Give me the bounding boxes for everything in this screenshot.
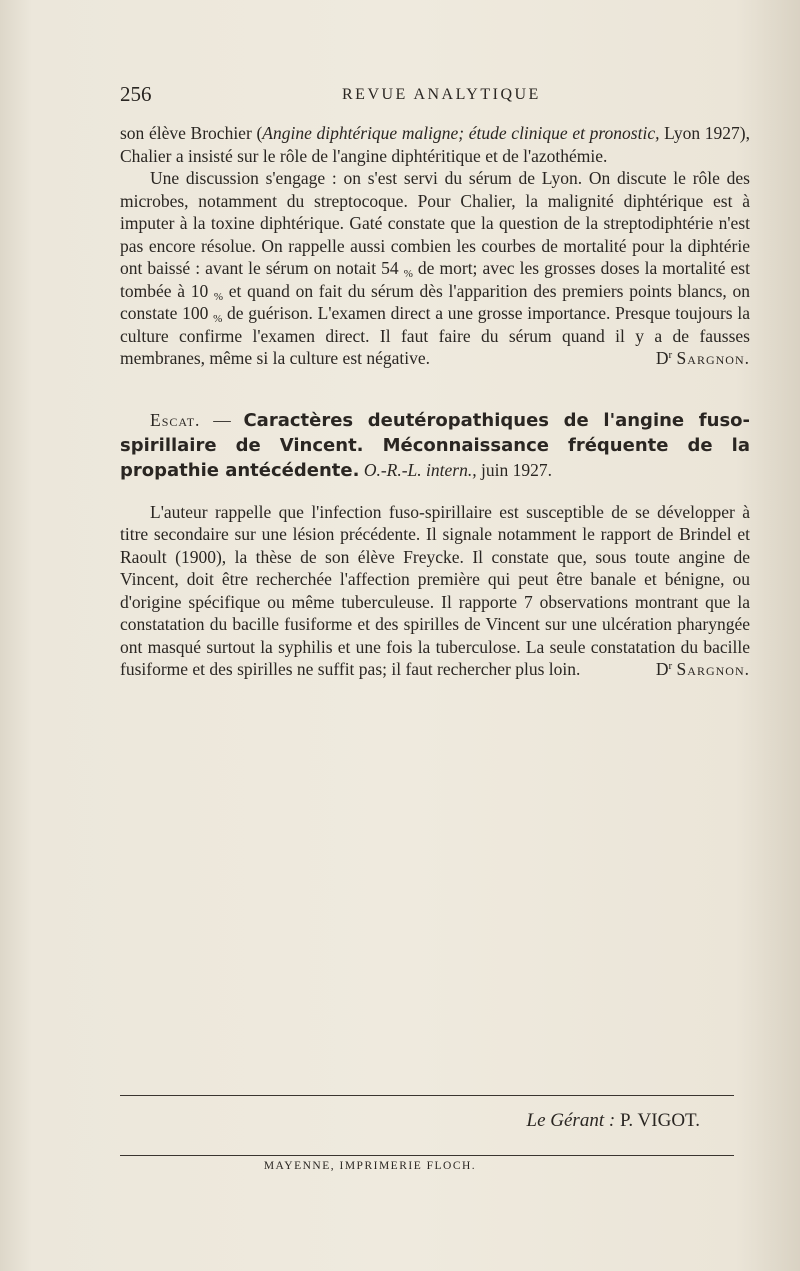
review1-para2-part4: de guérison. L'examen direct a une grosse importance. Presque toujours la culture confirme l'examen direct. Il faut faire du sérum quand il y a de fausses membranes, même si la culture est négative. <box>120 303 750 368</box>
review2-signature: $D^r$ Sargnon. <box>655 659 750 679</box>
review2 <box>120 408 750 681</box>
page-number: 256 <box>120 82 152 106</box>
review1-signature: $D^r$ Sargnon. <box>655 348 750 368</box>
percent-sign: % <box>403 268 413 280</box>
review2-author: Escat. <box>150 409 201 430</box>
review1-paragraph-2 <box>120 167 750 370</box>
review2-journal: O.-R.-L. intern., <box>363 459 477 480</box>
printer-imprint: MAYENNE, IMPRIMERIE FLOCH. <box>263 1160 477 1172</box>
review2-dash: — <box>200 409 244 430</box>
review1-paragraph-1 <box>120 122 750 167</box>
manager-line <box>120 1110 700 1132</box>
review2-signature-name: Sargnon. <box>676 659 750 679</box>
review2-date: juin 1927. <box>476 459 552 480</box>
review1-signature-name: Sargnon. <box>676 348 750 368</box>
running-head: REVUE ANALYTIQUE <box>342 86 541 103</box>
review1-para2-part1: Une discussion s'engage : on s'est servi du sérum de Lyon. On discute le rôle des microbes, notamment du streptocoque. Pour Chalier, la malignité diphtérique est à imputer à la toxine diphtérique. Gaté constate que la question de la streptodiphtérie n'est pas encore résolue. On rappelle aussi combien les courbes de mortalité pour la diphtérie ont baissé : avant le sérum on notait 54 <box>120 168 750 278</box>
review2-body-text: L'auteur rappelle que l'infection fuso-spirillaire est susceptible de se développer à titre secondaire sur une lésion précédente. Il signale notamment le rapport de Brindel et Raoult (1900), la thèse de son élève Freycke. Il constate que, sous toute angine de Vincent, doit être recherchée l'affection première qui peut être banale et bénigne, ou d'origine spécifique ou même tuberculeuse. Il rapporte 7 observations montrant que la constatation du bacille fusiforme et des spirilles de Vincent sur une ulcération pharyngée ont masqué surtout la syphilis et une fois la tuberculose. La seule constatation du bacille fusiforme et des spirilles ne suffit pas; il faut rechercher plus loin. <box>120 501 750 679</box>
page-header <box>120 82 750 108</box>
review1-para2-part3: et quand on fait du sérum dès l'apparition des premiers points blancs, on constate 100 <box>120 280 750 323</box>
manager-name: P. VIGOT. <box>615 1110 700 1131</box>
percent-sign: % <box>213 313 223 325</box>
review2-title: Caractères deutéropathiques de l'angine fuso-spirillaire de Vincent. Méconnaissance fréquente de la propathie antécédente. <box>120 409 750 481</box>
review2-heading <box>120 408 750 483</box>
percent-sign: % <box>213 290 224 303</box>
review1-para1-prefix: son élève Brochier ( <box>120 123 263 143</box>
review1-para2-part2: de mort; avec les grosses doses la mortalité est tombée à 10 <box>120 258 750 301</box>
footer-rule-top <box>120 1095 734 1096</box>
review1-cited-thesis: Angine diphtérique maligne; étude clinique et pronostic, <box>262 123 660 143</box>
review2-body <box>120 501 750 681</box>
manager-label: Le Gérant : <box>526 1110 616 1131</box>
page-content <box>120 122 750 681</box>
review1-para1-suffix: Lyon 1927), Chalier a insisté sur le rôle de l'angine diphtéritique et de l'azothémie. <box>120 123 750 166</box>
footer-rule-bottom <box>120 1155 734 1156</box>
